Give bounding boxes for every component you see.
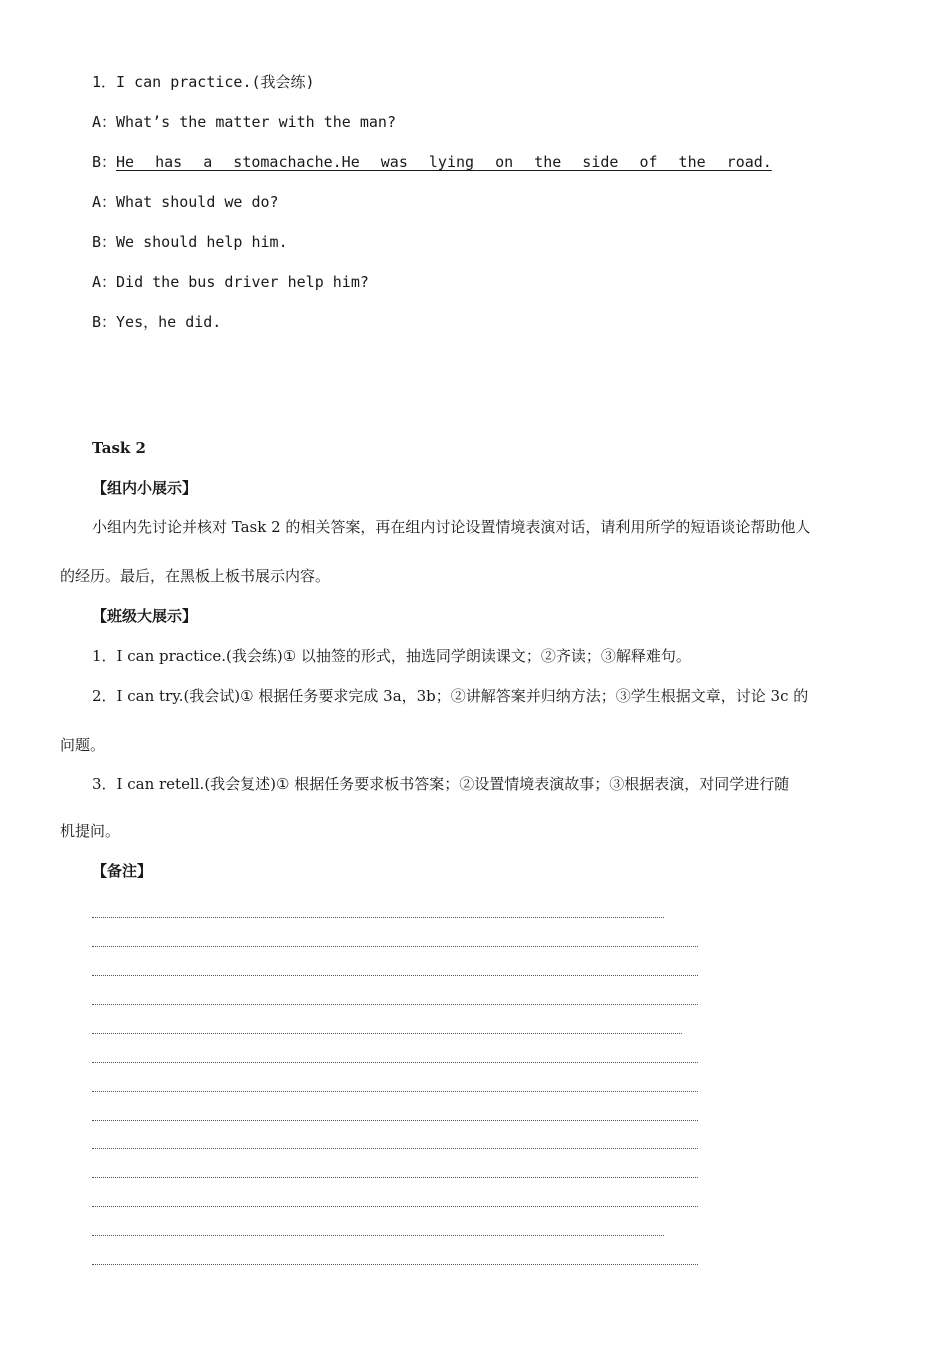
group-text-line1: 小组内先讨论并核对 Task 2 的相关答案，再在组内讨论设置情境表演对话，请利用所学的短语谈论帮助他人 bbox=[92, 518, 811, 536]
speaker-label: B： bbox=[92, 313, 117, 331]
dialogue-line bbox=[92, 152, 772, 172]
practice-heading: 1．I can practice.(我会练) bbox=[92, 73, 315, 91]
dialogue-line bbox=[92, 112, 396, 132]
dialogue-text: What’s the matter with the man? bbox=[116, 113, 396, 131]
note-line bbox=[92, 917, 664, 918]
class-item-1: 1．I can practice.(我会练)① 以抽签的形式，抽选同学朗读课文；②齐读；③解释难句。 bbox=[92, 647, 691, 665]
class-item-3: 3．I can retell.(我会复述)① 根据任务要求板书答案；②设置情境表演故事；③根据表演，对同学进行随 bbox=[92, 775, 790, 793]
note-line bbox=[92, 1264, 698, 1265]
task2-title: Task 2 bbox=[92, 439, 146, 457]
class-item-2: 2．I can try.(我会试)① 根据任务要求完成 3a，3b；②讲解答案并归纳方法；③学生根据文章，讨论 3c 的 bbox=[92, 687, 809, 705]
speaker-label: B： bbox=[92, 153, 117, 171]
dialogue-text: What should we do? bbox=[116, 193, 279, 211]
dialogue-text: We should help him. bbox=[116, 233, 288, 251]
dialogue-line bbox=[92, 192, 279, 212]
class-item-3-cont: 机提问。 bbox=[60, 822, 121, 840]
group-heading: 【组内小展示】 bbox=[92, 479, 198, 497]
speaker-label: B： bbox=[92, 233, 117, 251]
group-paragraph bbox=[60, 517, 890, 537]
note-line bbox=[92, 946, 698, 947]
note-line bbox=[92, 1120, 698, 1121]
dialogue-text: Did the bus driver help him? bbox=[116, 273, 369, 291]
speaker-label: A： bbox=[92, 193, 117, 211]
note-line bbox=[92, 1235, 664, 1236]
answer-text: He has a stomachache.He was lying on the side of the road. bbox=[116, 153, 772, 171]
note-line bbox=[92, 1148, 698, 1149]
note-line bbox=[92, 1091, 698, 1092]
group-text-line2: 的经历。最后，在黑板上板书展示内容。 bbox=[60, 567, 331, 585]
note-line bbox=[92, 1004, 698, 1005]
dialogue-line bbox=[92, 312, 221, 332]
speaker-label: A： bbox=[92, 113, 117, 131]
note-line bbox=[92, 1206, 698, 1207]
note-line bbox=[92, 1177, 698, 1178]
dialogue-line bbox=[92, 232, 288, 252]
speaker-label: A： bbox=[92, 273, 117, 291]
note-line bbox=[92, 1062, 698, 1063]
dialogue-line bbox=[92, 272, 369, 292]
note-line bbox=[92, 975, 698, 976]
class-heading: 【班级大展示】 bbox=[92, 607, 198, 625]
dialogue-text: Yes，he did. bbox=[116, 313, 222, 331]
notes-heading: 【备注】 bbox=[92, 862, 153, 880]
note-line bbox=[92, 1033, 682, 1034]
class-item-2-cont: 问题。 bbox=[60, 736, 106, 754]
